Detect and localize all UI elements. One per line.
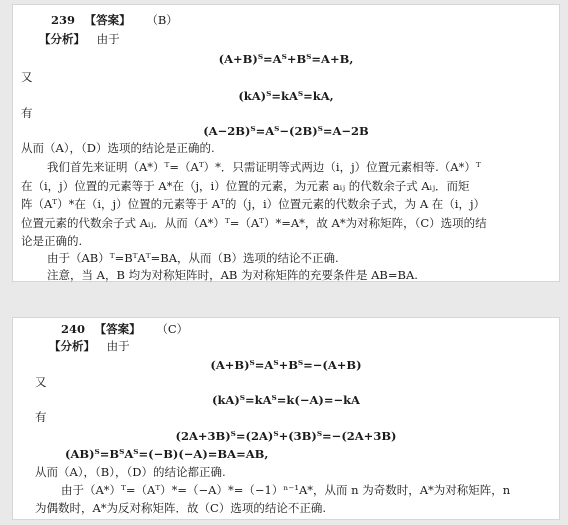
- answer-value: （B）: [146, 13, 178, 27]
- solution-card-239: [12, 4, 560, 282]
- question-number: 239: [51, 13, 76, 27]
- answer-label: 【答案】: [84, 13, 131, 27]
- equation-line: (A+B)ᵀ=Aᵀ+Bᵀ=A+B,: [218, 52, 354, 66]
- answer-value: （C）: [156, 322, 189, 336]
- text-line: 我们首先来证明（A*）ᵀ=（Aᵀ）*．只需证明等式两边（i，j）位置元素相等.（A*）ᵀ: [47, 160, 481, 174]
- text-line: 在（i，j）位置的元素等于 A*在（j，i）位置的元素，为元素 aᵢⱼ 的代数余子式 Aᵢⱼ．而矩: [21, 179, 470, 193]
- analysis-intro-239: [39, 32, 120, 46]
- text-line: 又: [21, 70, 33, 84]
- analysis-intro-240: [49, 339, 130, 353]
- header-240: [61, 322, 188, 336]
- solution-card-240: [12, 317, 560, 520]
- text-line: 位置元素的代数余子式 Aᵢⱼ．从而（A*）ᵀ=（Aᵀ）*=A*，故 A*为对称矩阵，（C）选项的结: [21, 216, 487, 230]
- analysis-label: 【分析】: [39, 32, 85, 46]
- text-line: 注意，当 A，B 均为对称矩阵时，AB 为对称矩阵的充要条件是 AB=BA.: [47, 268, 418, 282]
- text-line: 又: [35, 375, 47, 389]
- intro-text: 由于: [96, 32, 120, 46]
- text-line: 从而（A），（B），（D）的结论都正确.: [35, 465, 226, 479]
- text-line: 由于（A*）ᵀ=（Aᵀ）*=（−A）*=（−1）ⁿ⁻¹A*，从而 n 为奇数时，A*为对称矩阵，n: [61, 483, 511, 497]
- equation-line: (A−2B)ᵀ=Aᵀ−(2B)ᵀ=A−2B: [203, 124, 369, 138]
- text-line: 由于（AB）ᵀ=BᵀAᵀ=BA，从而（B）选项的结论不正确.: [47, 251, 339, 265]
- text-line: 论是正确的.: [21, 234, 83, 248]
- equation-line: (A+B)ᵀ=Aᵀ+Bᵀ=−(A+B): [210, 358, 362, 372]
- text-line: 有: [35, 410, 47, 424]
- question-number: 240: [61, 322, 86, 336]
- equation-line: (kA)ᵀ=kAᵀ=kA,: [238, 89, 334, 103]
- answer-label: 【答案】: [94, 322, 141, 336]
- intro-text: 由于: [106, 339, 130, 353]
- text-line: 阵（Aᵀ）*在（i，j）位置的元素等于 Aᵀ的（j，i）位置元素的代数余子式，为 A 在（i，j）: [21, 197, 486, 211]
- equation-line: (AB)ᵀ=BᵀAᵀ=(−B)(−A)=BA=AB,: [65, 447, 269, 461]
- equation-line: (kA)ᵀ=kAᵀ=k(−A)=−kA: [212, 393, 360, 407]
- header-239: [51, 13, 178, 27]
- analysis-label: 【分析】: [49, 339, 95, 353]
- text-line: 有: [21, 106, 33, 120]
- equation-line: (2A+3B)ᵀ=(2A)ᵀ+(3B)ᵀ=−(2A+3B): [175, 429, 397, 443]
- text-line: 从而（A），（D）选项的结论是正确的.: [21, 141, 215, 155]
- text-line: 为偶数时，A*为反对称矩阵．故（C）选项的结论不正确.: [35, 501, 327, 515]
